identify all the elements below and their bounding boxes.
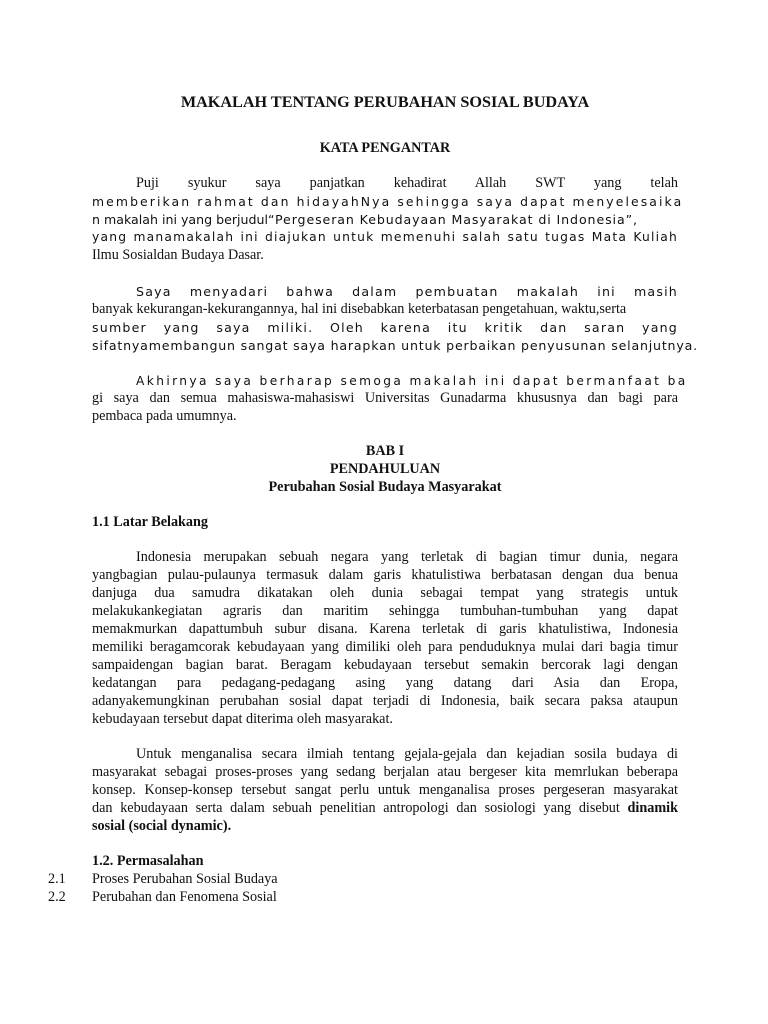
paragraph-line: Indonesia merupakan sebuah negara yang terletak di bagian timur dunia, negara: [136, 549, 678, 565]
paragraph-line: Untuk menganalisa secara ilmiah tentang gejala-gejala dan kejadian sosila budaya di: [136, 746, 678, 762]
paragraph-line: kebudayaan tersebut dapat diterima oleh masyarakat.: [92, 711, 393, 727]
chapter-name: PENDAHULUAN: [329, 461, 441, 477]
paragraph-line: sosial (social dynamic).: [92, 818, 232, 834]
list-item: Perubahan dan Fenomena Sosial: [92, 889, 277, 905]
paragraph-line: memberikan rahmat dan hidayahNya sehingga saya dapat menyelesaika: [92, 194, 684, 209]
paragraph-line: Ilmu Sosialdan Budaya Dasar.: [92, 247, 264, 263]
paragraph-line: masyarakat sebagai proses-proses yang sedang berjalan atau bergeser kita memrlukan beberapa: [92, 764, 678, 780]
paragraph-line: gi saya dan semua mahasiswa-mahasiswi Universitas Gunadarma khususnya dan bagi para: [92, 390, 678, 406]
paragraph-line: danjuga dua samudra dikatakan oleh dunia sebagai tempat yang strategis untuk: [92, 585, 678, 601]
section-heading-latar-belakang: 1.1 Latar Belakang: [92, 514, 209, 530]
chapter-subtitle: Perubahan Sosial Budaya Masyarakat: [268, 479, 502, 495]
paragraph-line: yang manamakalah ini diajukan untuk memenuhi salah satu tugas Mata Kuliah: [92, 230, 678, 244]
chapter-number: BAB I: [365, 443, 405, 459]
text-span: sifatnyamembangun sangat saya harapkan untuk perbaikan penyusunan selanjutnya.: [92, 338, 698, 353]
paragraph-line: Puji syukur saya panjatkan kehadirat Allah SWT yang telah: [136, 175, 678, 191]
paragraph-line: konsep. Konsep-konsep tersebut sangat perlu untuk menganalisa proses pergeseran masyarakat: [92, 782, 678, 798]
text-span: dan kebudayaan serta dalam sebuah penelitian antropologi dan sosiologi yang disebut: [92, 800, 620, 816]
paragraph-line: [92, 800, 678, 817]
paragraph-line: pembaca pada umumnya.: [92, 408, 237, 424]
paragraph-line: adanyakemungkinan perubahan sosial dapat terjadi di Indonesia, baik secara paksa ataupun: [92, 693, 678, 709]
list-item-number: 2.2: [48, 889, 66, 905]
paragraph-line: sampaidengan bagian barat. Beragam kebudayaan tersebut semakin bercorak lagi dengan: [92, 657, 678, 673]
text-span: n makalah ini yang berjudul: [92, 212, 268, 227]
paragraph-line: memiliki beragamcorak kebudayaan yang dimiliki oleh para penduduknya mulai dari bagia timur: [92, 639, 678, 655]
paragraph-line: memakmurkan dapattumbuh subur disana. Karena terletak di garis khatulistiwa, Indonesia: [92, 621, 678, 637]
list-item: Proses Perubahan Sosial Budaya: [92, 871, 278, 887]
quoted-title: “Pergeseran Kebudayaan Masyarakat di Indonesia”,: [267, 212, 638, 227]
paragraph-line: Saya menyadari bahwa dalam pembuatan makalah ini masih: [136, 284, 678, 299]
paragraph-line: sumber yang saya miliki. Oleh karena itu kritik dan saran yang: [92, 320, 678, 335]
section-heading-permasalahan: 1.2. Permasalahan: [92, 853, 204, 869]
paragraph-line: Akhirnya saya berharap semoga makalah ini dapat bermanfaat ba: [136, 374, 688, 388]
bold-term: dinamik: [627, 800, 679, 816]
document-title: MAKALAH TENTANG PERUBAHAN SOSIAL BUDAYA: [180, 93, 590, 111]
kata-pengantar-heading: KATA PENGANTAR: [319, 140, 451, 156]
paragraph-line: yangbagian pulau-pulaunya termasuk dalam garis khatulistiwa berbatasan dengan dua benua: [92, 567, 678, 583]
list-item-number: 2.1: [48, 871, 66, 887]
paragraph-line: banyak kekurangan-kekurangannya, hal ini disebabkan keterbatasan pengetahuan, waktu,serta: [92, 301, 627, 317]
paragraph-line: kedatangan para pedagang-pedagang asing yang datang dari Asia dan Eropa,: [92, 675, 678, 691]
paragraph-line: [92, 211, 678, 229]
paragraph-line: melakukankegiatan agraris dan maritim sehingga tumbuhan-tumbuhan yang dapat: [92, 603, 678, 619]
paragraph-line: [92, 337, 698, 355]
